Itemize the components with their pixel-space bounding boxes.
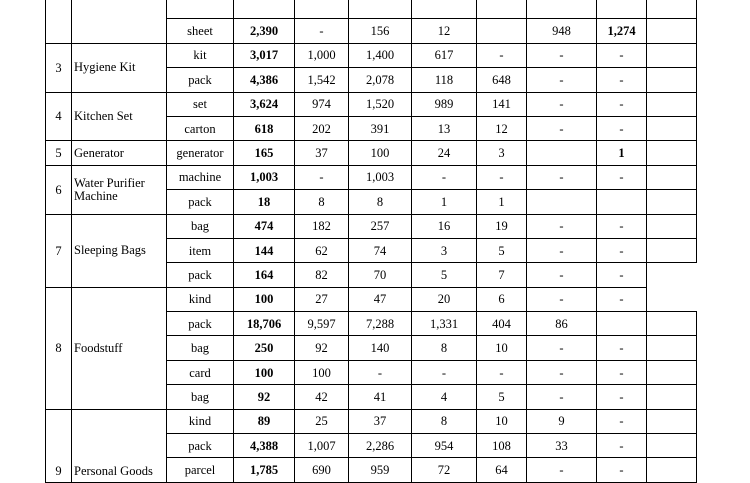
value-cell: 10 (477, 336, 527, 360)
blank-cell (647, 116, 697, 140)
value-cell: - (477, 360, 527, 384)
value-cell: 974 (295, 92, 349, 116)
value-cell: 2,286 (349, 434, 412, 458)
value-cell (597, 190, 647, 214)
value-cell: 5 (412, 263, 477, 287)
value-cell: - (597, 336, 647, 360)
value-cell (349, 0, 412, 19)
blank-cell (647, 19, 697, 43)
value-cell: 100 (349, 141, 412, 165)
value-cell: 16 (412, 214, 477, 238)
value-cell (412, 0, 477, 19)
row-number: 3 (46, 43, 72, 92)
value-cell: 1,274 (597, 19, 647, 43)
value-cell: 156 (349, 19, 412, 43)
value-cell: - (412, 360, 477, 384)
blank-cell (647, 385, 697, 409)
value-cell: - (597, 68, 647, 92)
table-row (46, 287, 697, 311)
value-cell: - (597, 287, 647, 311)
value-cell: - (527, 238, 597, 262)
value-cell: - (477, 43, 527, 67)
value-cell: - (527, 263, 597, 287)
value-cell (527, 0, 597, 19)
value-cell: - (412, 165, 477, 189)
unit-cell: pack (167, 190, 234, 214)
value-cell: - (527, 336, 597, 360)
value-cell: 33 (527, 434, 597, 458)
total-cell: 618 (234, 116, 295, 140)
value-cell: - (597, 409, 647, 433)
value-cell: 62 (295, 238, 349, 262)
blank-cell (647, 263, 697, 287)
value-cell: 1,542 (295, 68, 349, 92)
unit-cell: set (167, 92, 234, 116)
value-cell: 9,597 (295, 312, 349, 336)
value-cell: 12 (412, 19, 477, 43)
value-cell: 8 (412, 409, 477, 433)
total-cell: 1,785 (234, 458, 295, 482)
value-cell: 86 (527, 312, 597, 336)
value-cell: 1 (597, 141, 647, 165)
value-cell: 141 (477, 92, 527, 116)
value-cell (477, 0, 527, 19)
unit-cell: bag (167, 385, 234, 409)
item-name: Generator (72, 141, 167, 165)
blank-cell (647, 360, 697, 384)
value-cell: 1 (477, 190, 527, 214)
value-cell: - (527, 165, 597, 189)
value-cell: - (597, 360, 647, 384)
unit-cell (167, 0, 234, 19)
row-number (46, 0, 72, 43)
value-cell: 9 (527, 409, 597, 433)
table-row (46, 214, 697, 238)
blank-cell (647, 190, 697, 214)
value-cell: 140 (349, 336, 412, 360)
value-cell: 70 (349, 263, 412, 287)
total-cell: 4,388 (234, 434, 295, 458)
blank-cell (647, 238, 697, 262)
value-cell: - (527, 43, 597, 67)
table-row (46, 0, 697, 19)
total-cell: 89 (234, 409, 295, 433)
value-cell: 37 (349, 409, 412, 433)
total-cell: 2,390 (234, 19, 295, 43)
value-cell: - (527, 287, 597, 311)
row-number: 6 (46, 165, 72, 214)
blank-cell (647, 434, 697, 458)
value-cell: - (597, 385, 647, 409)
value-cell: 1 (412, 190, 477, 214)
table-row (46, 409, 697, 433)
blank-cell (647, 92, 697, 116)
value-cell: - (597, 43, 647, 67)
value-cell: 954 (412, 434, 477, 458)
value-cell: 648 (477, 68, 527, 92)
blank-cell (647, 0, 697, 19)
value-cell: - (527, 458, 597, 482)
value-cell: 118 (412, 68, 477, 92)
value-cell: 5 (477, 238, 527, 262)
value-cell: 1,003 (349, 165, 412, 189)
value-cell: 3 (412, 238, 477, 262)
blank-cell (647, 458, 697, 482)
row-number: 9 (46, 409, 72, 482)
value-cell: 8 (295, 190, 349, 214)
row-number: 7 (46, 214, 72, 287)
table-row (46, 43, 697, 67)
value-cell: 1,520 (349, 92, 412, 116)
value-cell: 182 (295, 214, 349, 238)
value-cell: - (295, 165, 349, 189)
total-cell: 18 (234, 190, 295, 214)
unit-cell: pack (167, 68, 234, 92)
unit-cell: pack (167, 312, 234, 336)
unit-cell: parcel (167, 458, 234, 482)
value-cell: 2,078 (349, 68, 412, 92)
item-name: Water Purifier Machine (72, 165, 167, 214)
blank-cell (647, 165, 697, 189)
item-name: Sleeping Bags (72, 214, 167, 287)
value-cell: 4 (412, 385, 477, 409)
item-name: Kitchen Set (72, 92, 167, 141)
value-cell: 989 (412, 92, 477, 116)
value-cell: - (597, 434, 647, 458)
value-cell (527, 141, 597, 165)
value-cell: 64 (477, 458, 527, 482)
value-cell (597, 0, 647, 19)
blank-cell (647, 287, 697, 311)
unit-cell: kit (167, 43, 234, 67)
value-cell: 24 (412, 141, 477, 165)
blank-cell (647, 141, 697, 165)
value-cell: - (527, 92, 597, 116)
value-cell: 8 (412, 336, 477, 360)
total-cell: 250 (234, 336, 295, 360)
value-cell: 19 (477, 214, 527, 238)
unit-cell: kind (167, 409, 234, 433)
blank-cell (647, 214, 697, 238)
value-cell: - (597, 263, 647, 287)
value-cell: - (527, 116, 597, 140)
value-cell: - (597, 214, 647, 238)
total-cell: 144 (234, 238, 295, 262)
value-cell (477, 19, 527, 43)
relief-items-table (45, 0, 697, 483)
value-cell: 25 (295, 409, 349, 433)
value-cell: 7,288 (349, 312, 412, 336)
value-cell: 12 (477, 116, 527, 140)
total-cell: 474 (234, 214, 295, 238)
total-cell: 92 (234, 385, 295, 409)
unit-cell: card (167, 360, 234, 384)
row-number: 8 (46, 287, 72, 409)
value-cell: 1,331 (412, 312, 477, 336)
unit-cell: pack (167, 434, 234, 458)
value-cell: 13 (412, 116, 477, 140)
total-cell: 1,003 (234, 165, 295, 189)
table-row (46, 141, 697, 165)
value-cell: - (527, 360, 597, 384)
total-cell: 100 (234, 287, 295, 311)
value-cell: 1,400 (349, 43, 412, 67)
unit-cell: bag (167, 336, 234, 360)
blank-cell (647, 68, 697, 92)
value-cell: 8 (349, 190, 412, 214)
value-cell: 74 (349, 238, 412, 262)
value-cell: 100 (295, 360, 349, 384)
value-cell: 404 (477, 312, 527, 336)
value-cell: 948 (527, 19, 597, 43)
value-cell: - (527, 385, 597, 409)
value-cell: 82 (295, 263, 349, 287)
unit-cell: bag (167, 214, 234, 238)
value-cell: - (597, 92, 647, 116)
unit-cell: item (167, 238, 234, 262)
value-cell: - (597, 116, 647, 140)
value-cell: 20 (412, 287, 477, 311)
value-cell: 108 (477, 434, 527, 458)
value-cell: 72 (412, 458, 477, 482)
item-name: Hygiene Kit (72, 43, 167, 92)
value-cell: - (527, 214, 597, 238)
item-name: Personal Goods (72, 409, 167, 482)
value-cell: - (295, 19, 349, 43)
value-cell: 959 (349, 458, 412, 482)
row-number: 5 (46, 141, 72, 165)
table-row (46, 165, 697, 189)
value-cell: 5 (477, 385, 527, 409)
value-cell (295, 0, 349, 19)
table-row (46, 92, 697, 116)
total-cell: 18,706 (234, 312, 295, 336)
total-cell: 4,386 (234, 68, 295, 92)
value-cell: 7 (477, 263, 527, 287)
value-cell (597, 312, 647, 336)
blank-cell (647, 312, 697, 336)
value-cell: 391 (349, 116, 412, 140)
value-cell: 10 (477, 409, 527, 433)
unit-cell: carton (167, 116, 234, 140)
total-cell: 3,624 (234, 92, 295, 116)
value-cell: - (349, 360, 412, 384)
blank-cell (647, 409, 697, 433)
value-cell: - (527, 68, 597, 92)
value-cell: 6 (477, 287, 527, 311)
total-cell: 100 (234, 360, 295, 384)
item-name (72, 0, 167, 43)
blank-cell (647, 336, 697, 360)
row-number: 4 (46, 92, 72, 141)
value-cell: 1,007 (295, 434, 349, 458)
unit-cell: generator (167, 141, 234, 165)
value-cell: - (597, 458, 647, 482)
blank-cell (647, 43, 697, 67)
value-cell: 690 (295, 458, 349, 482)
value-cell: 37 (295, 141, 349, 165)
unit-cell: kind (167, 287, 234, 311)
value-cell: 92 (295, 336, 349, 360)
value-cell: 617 (412, 43, 477, 67)
value-cell: 257 (349, 214, 412, 238)
value-cell: 41 (349, 385, 412, 409)
value-cell: - (477, 165, 527, 189)
total-cell: 165 (234, 141, 295, 165)
unit-cell: sheet (167, 19, 234, 43)
total-cell: 164 (234, 263, 295, 287)
value-cell: - (597, 238, 647, 262)
value-cell: 202 (295, 116, 349, 140)
value-cell: - (597, 165, 647, 189)
unit-cell: pack (167, 263, 234, 287)
value-cell (527, 190, 597, 214)
item-name: Foodstuff (72, 287, 167, 409)
value-cell: 47 (349, 287, 412, 311)
value-cell: 27 (295, 287, 349, 311)
value-cell: 1,000 (295, 43, 349, 67)
total-cell (234, 0, 295, 19)
total-cell: 3,017 (234, 43, 295, 67)
value-cell: 3 (477, 141, 527, 165)
unit-cell: machine (167, 165, 234, 189)
value-cell: 42 (295, 385, 349, 409)
